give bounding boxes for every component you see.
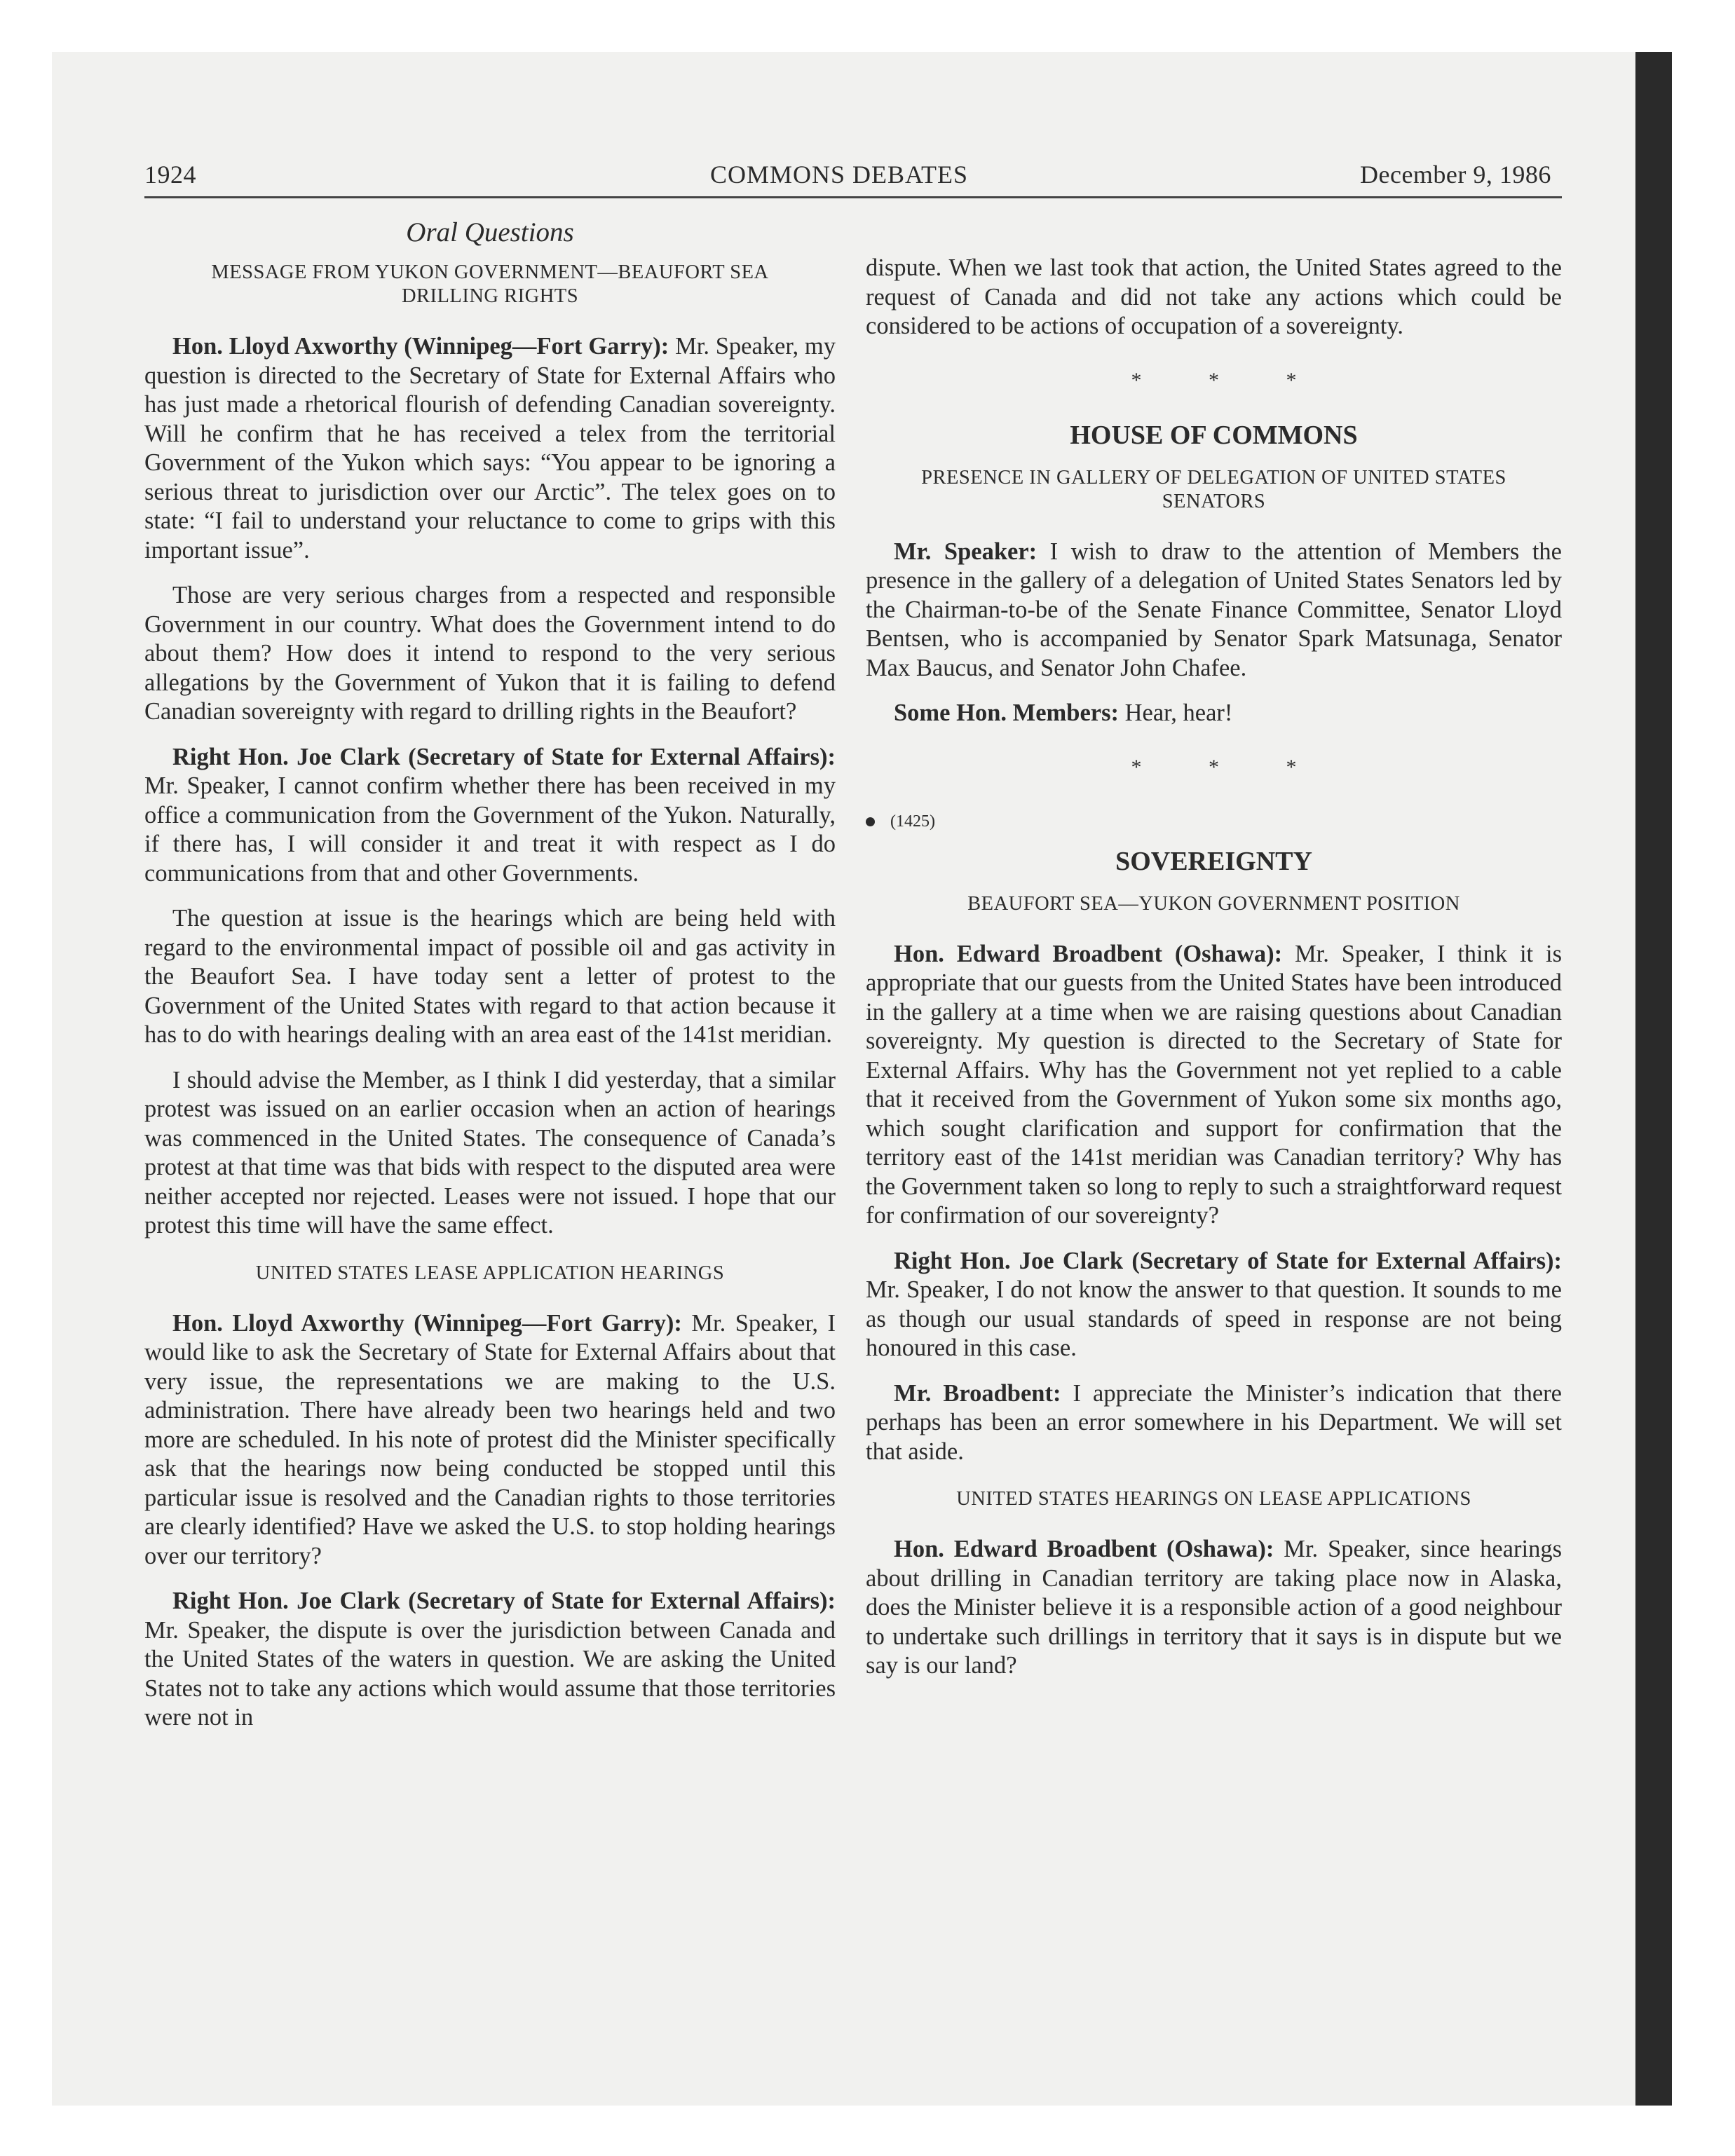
left-column xyxy=(144,209,836,1749)
speaker-name: Hon. Edward Broadbent (Oshawa): xyxy=(894,1536,1274,1562)
speech-text: Mr. Speaker, I think it is appropriate that our guests from the United States have been introduced in the gallery at a time when we are raising questions about Canadian sovereignty. My question is directed to the Secretary of State for External Affairs. Why has the Government not yet replied to a cable that it received from the Government of Yukon some six months ago, which sought clarification and support for confirmation that the territory east of the 141st meridian was Canadian territory? Why has the Government taken so long to reply to such a straightforward request for confirmation of our sovereignty? xyxy=(866,940,1562,1229)
speaker-name: Right Hon. Joe Clark (Secretary of State for External Affairs): xyxy=(894,1247,1562,1274)
speech-text: Mr. Speaker, since hearings about drilling in Canadian territory are taking place now in Alaska, does the Minister believe it is a responsible action of a good neighbour to undertake such drillings in territory that it says is in dispute but we say is our land? xyxy=(866,1536,1562,1679)
paragraph-members xyxy=(866,699,1562,728)
speech-text: Hear, hear! xyxy=(1118,700,1233,726)
section-label: Oral Questions xyxy=(406,217,574,247)
heading-house-of-commons: HOUSE OF COMMONS xyxy=(1070,420,1358,450)
speech-text: I wish to draw to the attention of Members the presence in the gallery of a delegation of United States Senators led by the Chairman-to-be of the Senate Finance Committee, Senator Lloyd Bentsen, who is accompanied by Senator Spark Matsunaga, Senator Max Baucus, and Senator John Chafee. xyxy=(866,538,1562,681)
speech-text: Mr. Speaker, my question is directed to the Secretary of State for External Affairs who has just made a rhetorical flourish of defending Canadian sovereignty. Will he confirm that he has received a telex from the territorial Government of the Yukon which says: “You appear to be ignoring a serious threat to jurisdiction over our Arctic”. The telex goes on to state: “I fail to understand your reluctance to come to grips with this important issue”. xyxy=(144,333,836,564)
speaker-name: Mr. Speaker: xyxy=(894,538,1037,565)
paragraph-clark-2: The question at issue is the hearings which are being held with regard to the environmental impact of possible oil and gas activity in the Beaufort Sea. I have today sent a letter of protest to the Government of the United States with regard to that action because it has to do with hearings dealing with an area east of the 141st meridian. xyxy=(144,905,836,1048)
subheading-lease-hearings: UNITED STATES LEASE APPLICATION HEARINGS xyxy=(255,1262,725,1284)
paragraph-speaker xyxy=(866,538,1562,683)
subheading-yukon-message: MESSAGE FROM YUKON GOVERNMENT—BEAUFORT SEA DRILLING RIGHTS xyxy=(211,261,769,307)
header-rule xyxy=(144,196,1562,198)
subheading-yukon-position: BEAUFORT SEA—YUKON GOVERNMENT POSITION xyxy=(967,892,1460,915)
paragraph-clark-4 xyxy=(144,1587,836,1733)
subheading-us-hearings: UNITED STATES HEARINGS ON LEASE APPLICATIONS xyxy=(956,1488,1471,1510)
speaker-name: Hon. Lloyd Axworthy (Winnipeg—Fort Garry): xyxy=(172,333,669,360)
paragraph-clark-5 xyxy=(866,1247,1562,1363)
time-marker xyxy=(866,811,1562,832)
paragraph-clark-3: I should advise the Member, as I think I did yesterday, that a similar protest was issued on an earlier occasion when an action of hearings was commenced in the United States. The consequence of Canada’s protest at that time was that bids with respect to the disputed area were neither accepted nor rejected. Leases were not issued. I hope that our protest this time will have the same effect. xyxy=(144,1066,836,1239)
speech-text: Mr. Speaker, I would like to ask the Secretary of State for External Affairs about that very issue, the representations we are making to the U.S. administration. There have already been two hearings held and two more are scheduled. In his note of protest did the Minister specifically ask that the hearings now being conducted be stopped until this particular issue is resolved and the Canadian rights to those territories are clearly identified? Have we asked the U.S. to stop holding hearings over our territory? xyxy=(144,1309,836,1569)
paragraph-clark-continued: dispute. When we last took that action, the United States agreed to the request of Canada and did not take any actions which could be considered to be actions of occupation of a sovereignty. xyxy=(866,254,1562,339)
speech-text: Mr. Speaker, I cannot confirm whether there has been received in my office a communication from the Government of the Yukon. Naturally, if there has, I will consider it and treat it with respect as I do communications from that and other Governments. xyxy=(144,772,836,887)
speaker-name: Hon. Edward Broadbent (Oshawa): xyxy=(894,940,1283,967)
page-number: 1924 xyxy=(144,161,196,189)
paragraph-broadbent-1 xyxy=(866,940,1562,1231)
speaker-name: Hon. Lloyd Axworthy (Winnipeg—Fort Garry): xyxy=(172,1309,682,1337)
time-marker-text: (1425) xyxy=(890,812,935,831)
speech-text: I appreciate the Minister’s indication that there perhaps has been an error somewhere in his Department. We will set that aside. xyxy=(866,1379,1562,1465)
journal-title: COMMONS DEBATES xyxy=(710,161,969,189)
speaker-name: Some Hon. Members: xyxy=(894,700,1119,726)
paragraph-axworthy-2: Those are very serious charges from a respected and responsible Government in our country. What does the Government intend to do about them? How does it intend to respond to the very serious allegations by the Government of Yukon that it is failing to defend Canadian sovereignty with regard to drilling rights in the Beaufort? xyxy=(144,582,836,725)
paragraph-clark-1 xyxy=(144,743,836,889)
subheading-senators-gallery: PRESENCE IN GALLERY OF DELEGATION OF UNITED STATES SENATORS xyxy=(921,466,1506,512)
speaker-name: Right Hon. Joe Clark (Secretary of State for External Affairs): xyxy=(172,1588,836,1614)
paragraph-broadbent-3 xyxy=(866,1535,1562,1681)
paragraph-axworthy-1 xyxy=(144,332,836,565)
speaker-name: Mr. Broadbent: xyxy=(894,1379,1061,1407)
speech-text: Mr. Speaker, the dispute is over the jurisdiction between Canada and the United States of the waters in question. We are asking the United States not to take any actions which would assume that those territories were not in xyxy=(144,1616,836,1731)
paragraph-axworthy-3 xyxy=(144,1309,836,1571)
right-column xyxy=(866,254,1562,1697)
binding-edge xyxy=(1635,52,1672,2106)
heading-sovereignty: SOVEREIGNTY xyxy=(1115,846,1312,876)
bullet-icon xyxy=(866,817,875,826)
section-separator: * * * xyxy=(1131,755,1328,779)
issue-date: December 9, 1986 xyxy=(1360,161,1551,189)
section-separator: * * * xyxy=(1131,368,1328,392)
paragraph-broadbent-2 xyxy=(866,1379,1562,1467)
speaker-name: Right Hon. Joe Clark (Secretary of State for External Affairs): xyxy=(172,743,836,770)
speech-text: Mr. Speaker, I do not know the answer to that question. It sounds to me as though our usual standards of speed in response are not being honoured in this case. xyxy=(866,1276,1562,1361)
